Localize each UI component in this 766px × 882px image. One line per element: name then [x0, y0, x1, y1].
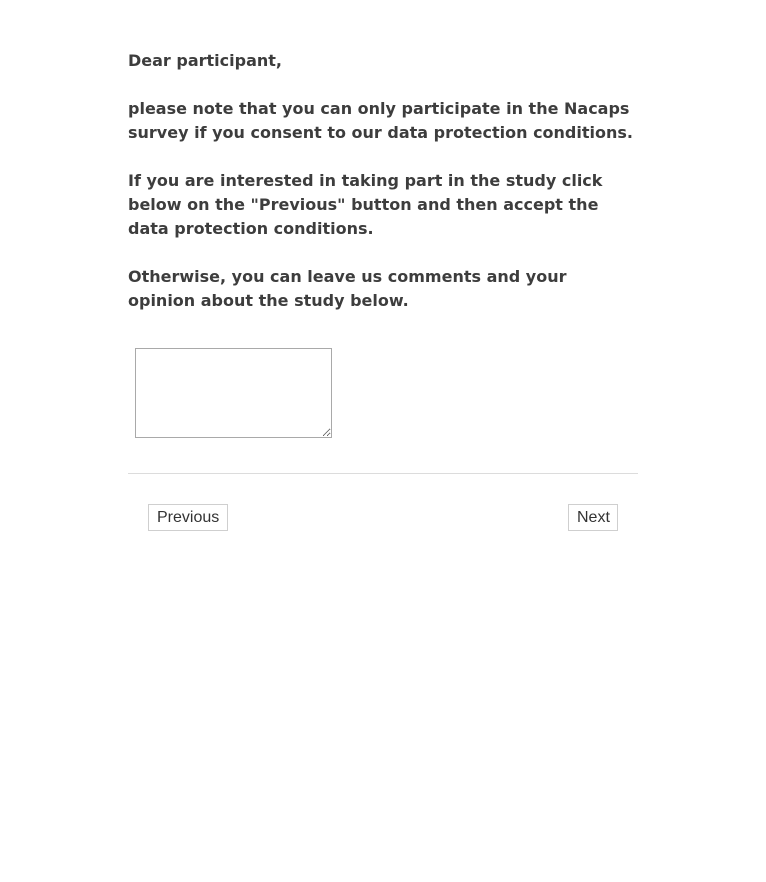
greeting-text: Dear participant,: [128, 51, 282, 70]
comments-invitation-text: Otherwise, you can leave us comments and your opinion about the study below.: [128, 267, 567, 310]
message-block: [128, 49, 638, 337]
consent-notice-text: please note that you can only participate in the Nacaps survey if you consent to our data protection conditions.: [128, 99, 633, 142]
section-divider: [128, 473, 638, 474]
comments-textarea[interactable]: [135, 348, 332, 438]
participation-instructions-text: If you are interested in taking part in the study click below on the "Previous" button and then accept the data protection conditions.: [128, 171, 603, 238]
previous-button[interactable]: Previous: [148, 504, 228, 531]
next-button[interactable]: Next: [568, 504, 618, 531]
